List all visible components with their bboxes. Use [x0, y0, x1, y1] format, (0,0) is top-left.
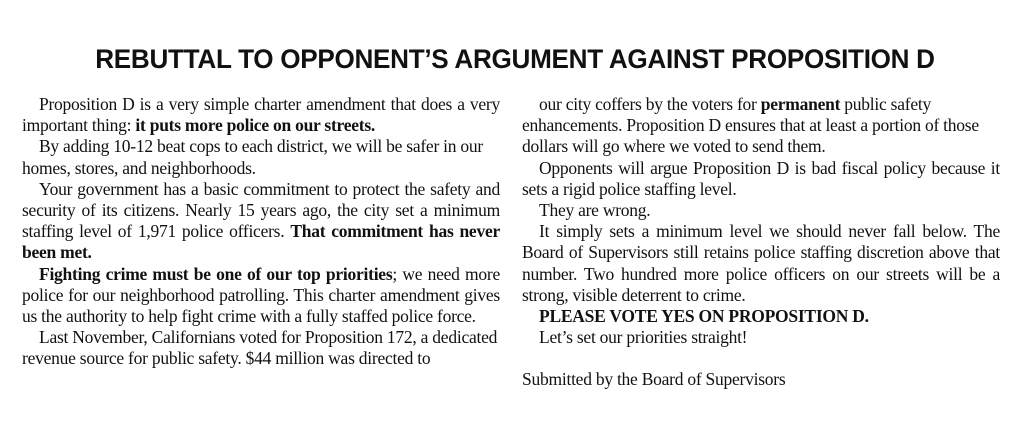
bold-text-run: permanent	[760, 94, 841, 114]
text-run: They are wrong.	[539, 200, 651, 221]
right-column-paragraphs	[522, 94, 1000, 348]
paragraph	[22, 179, 500, 264]
text-run: public safety enhancements. Proposition D ensures that at least a portion of those dollars will go where we voted to send them.	[522, 94, 979, 157]
text-run: It simply sets a minimum level we should never fall below. The Board of Supervisors still retains police staffing discretion above that number. Two hundred more police officers on our streets will be a strong, visible deterrent to crime.	[522, 221, 1000, 305]
paragraph	[22, 264, 500, 328]
text-run: By adding 10-12 beat cops to each district, we will be safer in our homes, stores, and neighborhoods.	[22, 136, 483, 178]
paragraph	[522, 158, 1000, 200]
paragraph	[522, 221, 1000, 306]
bold-text-run: That commitment has never been met.	[22, 221, 500, 263]
text-run: Last November, Californians voted for Proposition 172, a dedicated revenue source for public safety. $44 million was directed to	[22, 327, 498, 369]
paragraph	[522, 200, 1000, 221]
text-run: Opponents will argue Proposition D is bad fiscal policy because it sets a rigid police staffing level.	[522, 157, 1000, 199]
text-run: Your government has a basic commitment to protect the safety and security of its citizens. Nearly 15 years ago, the city set a minimum staffing level of 1,971 police officers.	[22, 178, 500, 242]
right-column	[522, 94, 1000, 391]
bold-text-run: Fighting crime must be one of our top priorities	[39, 263, 393, 284]
text-run: Let’s set our priorities straight!	[539, 327, 748, 348]
left-column	[22, 94, 500, 370]
paragraph	[22, 94, 500, 136]
paragraph	[22, 327, 500, 369]
text-run: our city coffers by the voters for	[539, 94, 761, 114]
paragraph	[522, 94, 1000, 158]
paragraph	[522, 306, 1000, 327]
text-run: ; we need more police for our neighborhood patrolling. This charter amendment gives us the authority to help fight crime with a fully staffed police force.	[22, 263, 500, 327]
text-run: Proposition D is a very simple charter amendment that does a very important thing:	[22, 94, 500, 136]
paragraph	[22, 136, 500, 178]
paragraph	[522, 327, 1000, 348]
bold-text-run: it puts more police on our streets.	[135, 115, 376, 136]
bold-text-run: PLEASE VOTE YES ON PROPOSITION D.	[539, 306, 869, 327]
signature-line: Submitted by the Board of Supervisors	[522, 369, 786, 390]
document-title: REBUTTAL TO OPPONENT’S ARGUMENT AGAINST PROPOSITION D	[95, 44, 935, 74]
